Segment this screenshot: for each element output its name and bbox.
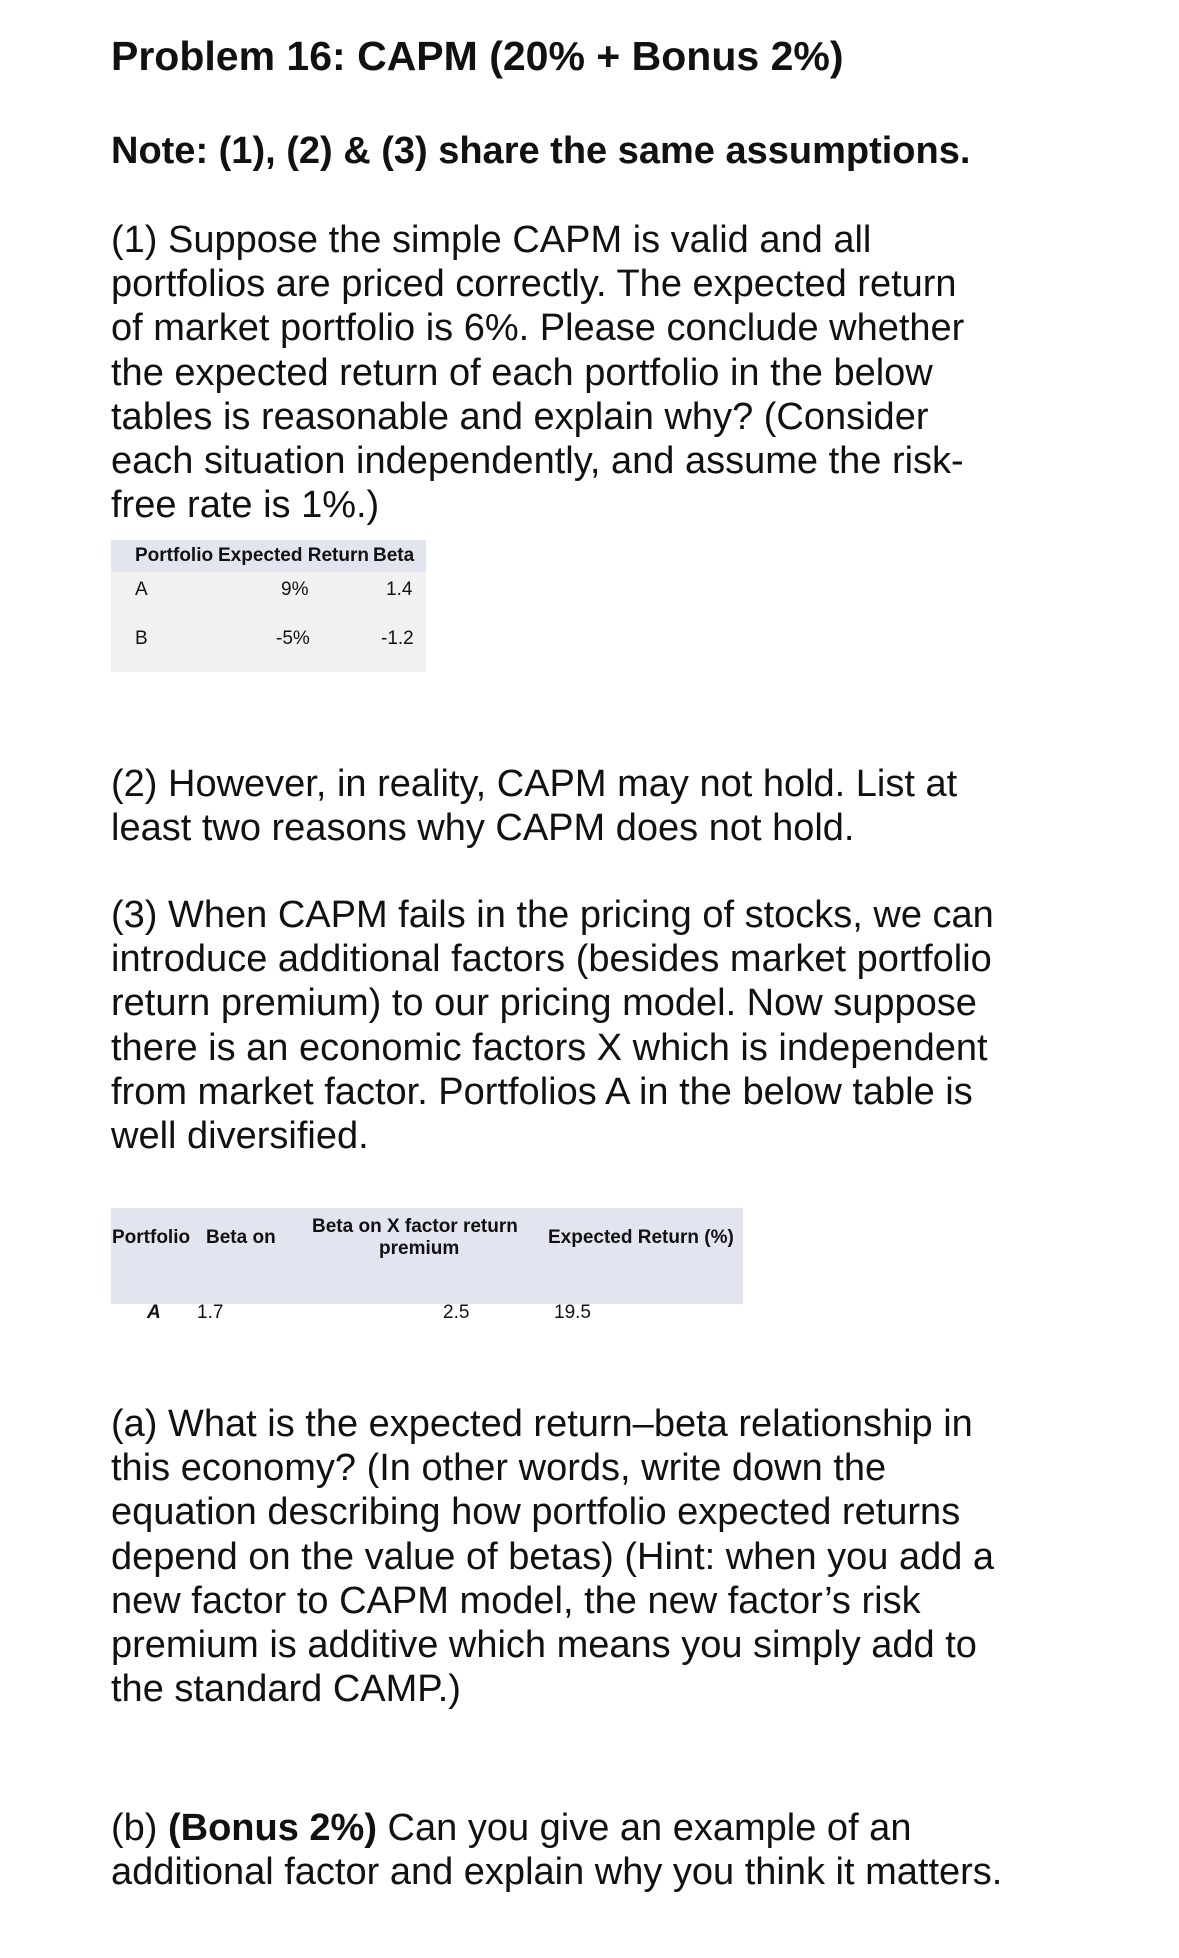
bonus-label: (Bonus 2%) [168, 1807, 377, 1849]
assumptions-note: Note: (1), (2) & (3) share the same assumptions. [111, 130, 971, 172]
part-b-prefix: (b) [111, 1807, 168, 1849]
header-beta-on: Beta on [206, 1227, 276, 1248]
text-line: additional factor and explain why you think it matters. [111, 1851, 1003, 1894]
text-line: least two reasons why CAPM does not hold. [111, 807, 855, 850]
text-line: of market portfolio is 6%. Please conclude whether [111, 307, 965, 350]
text-line: new factor to CAPM model, the new factor’s risk [111, 1579, 921, 1622]
cell-portfolio-b: B [135, 628, 148, 649]
text-line: from market factor. Portfolios A in the below table is [111, 1070, 973, 1113]
header-expected-return: Expected Return (%) [548, 1227, 734, 1248]
part-b-question [111, 1806, 1111, 1894]
part-1-question [111, 218, 1111, 527]
header-beta-on-x-premium: premium [379, 1238, 460, 1259]
cell-expected-return: 19.5 [554, 1302, 591, 1323]
cell-return-a: 9% [281, 579, 309, 600]
text-line: free rate is 1%.) [111, 484, 380, 527]
text-line: introduce additional factors (besides market portfolio [111, 938, 992, 981]
text-line: each situation independently, and assume the risk- [111, 440, 964, 483]
text-line: this economy? (In other words, write down the [111, 1447, 887, 1490]
text-line: premium is additive which means you simply add to [111, 1624, 977, 1667]
text-line: (2) However, in reality, CAPM may not hold. List at [111, 763, 958, 805]
text-line: there is an economic factors X which is independent [111, 1026, 988, 1069]
cell-beta-a: 1.4 [386, 579, 413, 600]
cell-beta-b: -1.2 [381, 628, 414, 649]
text-line: the standard CAMP.) [111, 1668, 461, 1711]
text-line: (1) Suppose the simple CAPM is valid and all [111, 219, 872, 261]
problem-title: Problem 16: CAPM (20% + Bonus 2%) [111, 33, 844, 79]
cell-portfolio-a: A [135, 579, 148, 600]
text-line: (3) When CAPM fails in the pricing of stocks, we can [111, 894, 994, 936]
cell-beta-market: 1.7 [197, 1302, 224, 1323]
header-portfolio: Portfolio [112, 1227, 191, 1248]
text-line: (a) What is the expected return–beta relationship in [111, 1403, 973, 1445]
part-3-question [111, 893, 1111, 1158]
text-line: return premium) to our pricing model. Now suppose [111, 982, 977, 1025]
text-line: depend on the value of betas) (Hint: when you add a [111, 1535, 995, 1578]
text-line: portfolios are priced correctly. The expected return [111, 263, 957, 306]
text-line: equation describing how portfolio expected returns [111, 1491, 961, 1534]
cell-beta-x: 2.5 [443, 1302, 470, 1323]
text-line: well diversified. [111, 1115, 369, 1158]
header-beta-on-x: Beta on X factor return [312, 1216, 518, 1237]
header-portfolio: Portfolio [135, 545, 214, 566]
text-line [111, 1806, 1111, 1850]
portfolio-table-1 [111, 540, 426, 672]
part-2-question [111, 762, 1111, 850]
part-b-text: Can you give an example of an [377, 1807, 912, 1849]
text-line: tables is reasonable and explain why? (Consider [111, 395, 929, 438]
part-a-question [111, 1402, 1111, 1711]
header-expected-return: Expected Return [218, 545, 369, 566]
header-beta: Beta [373, 545, 415, 566]
text-line: the expected return of each portfolio in the below [111, 351, 933, 394]
cell-portfolio-a: A [147, 1302, 161, 1323]
cell-return-b: -5% [276, 628, 310, 649]
